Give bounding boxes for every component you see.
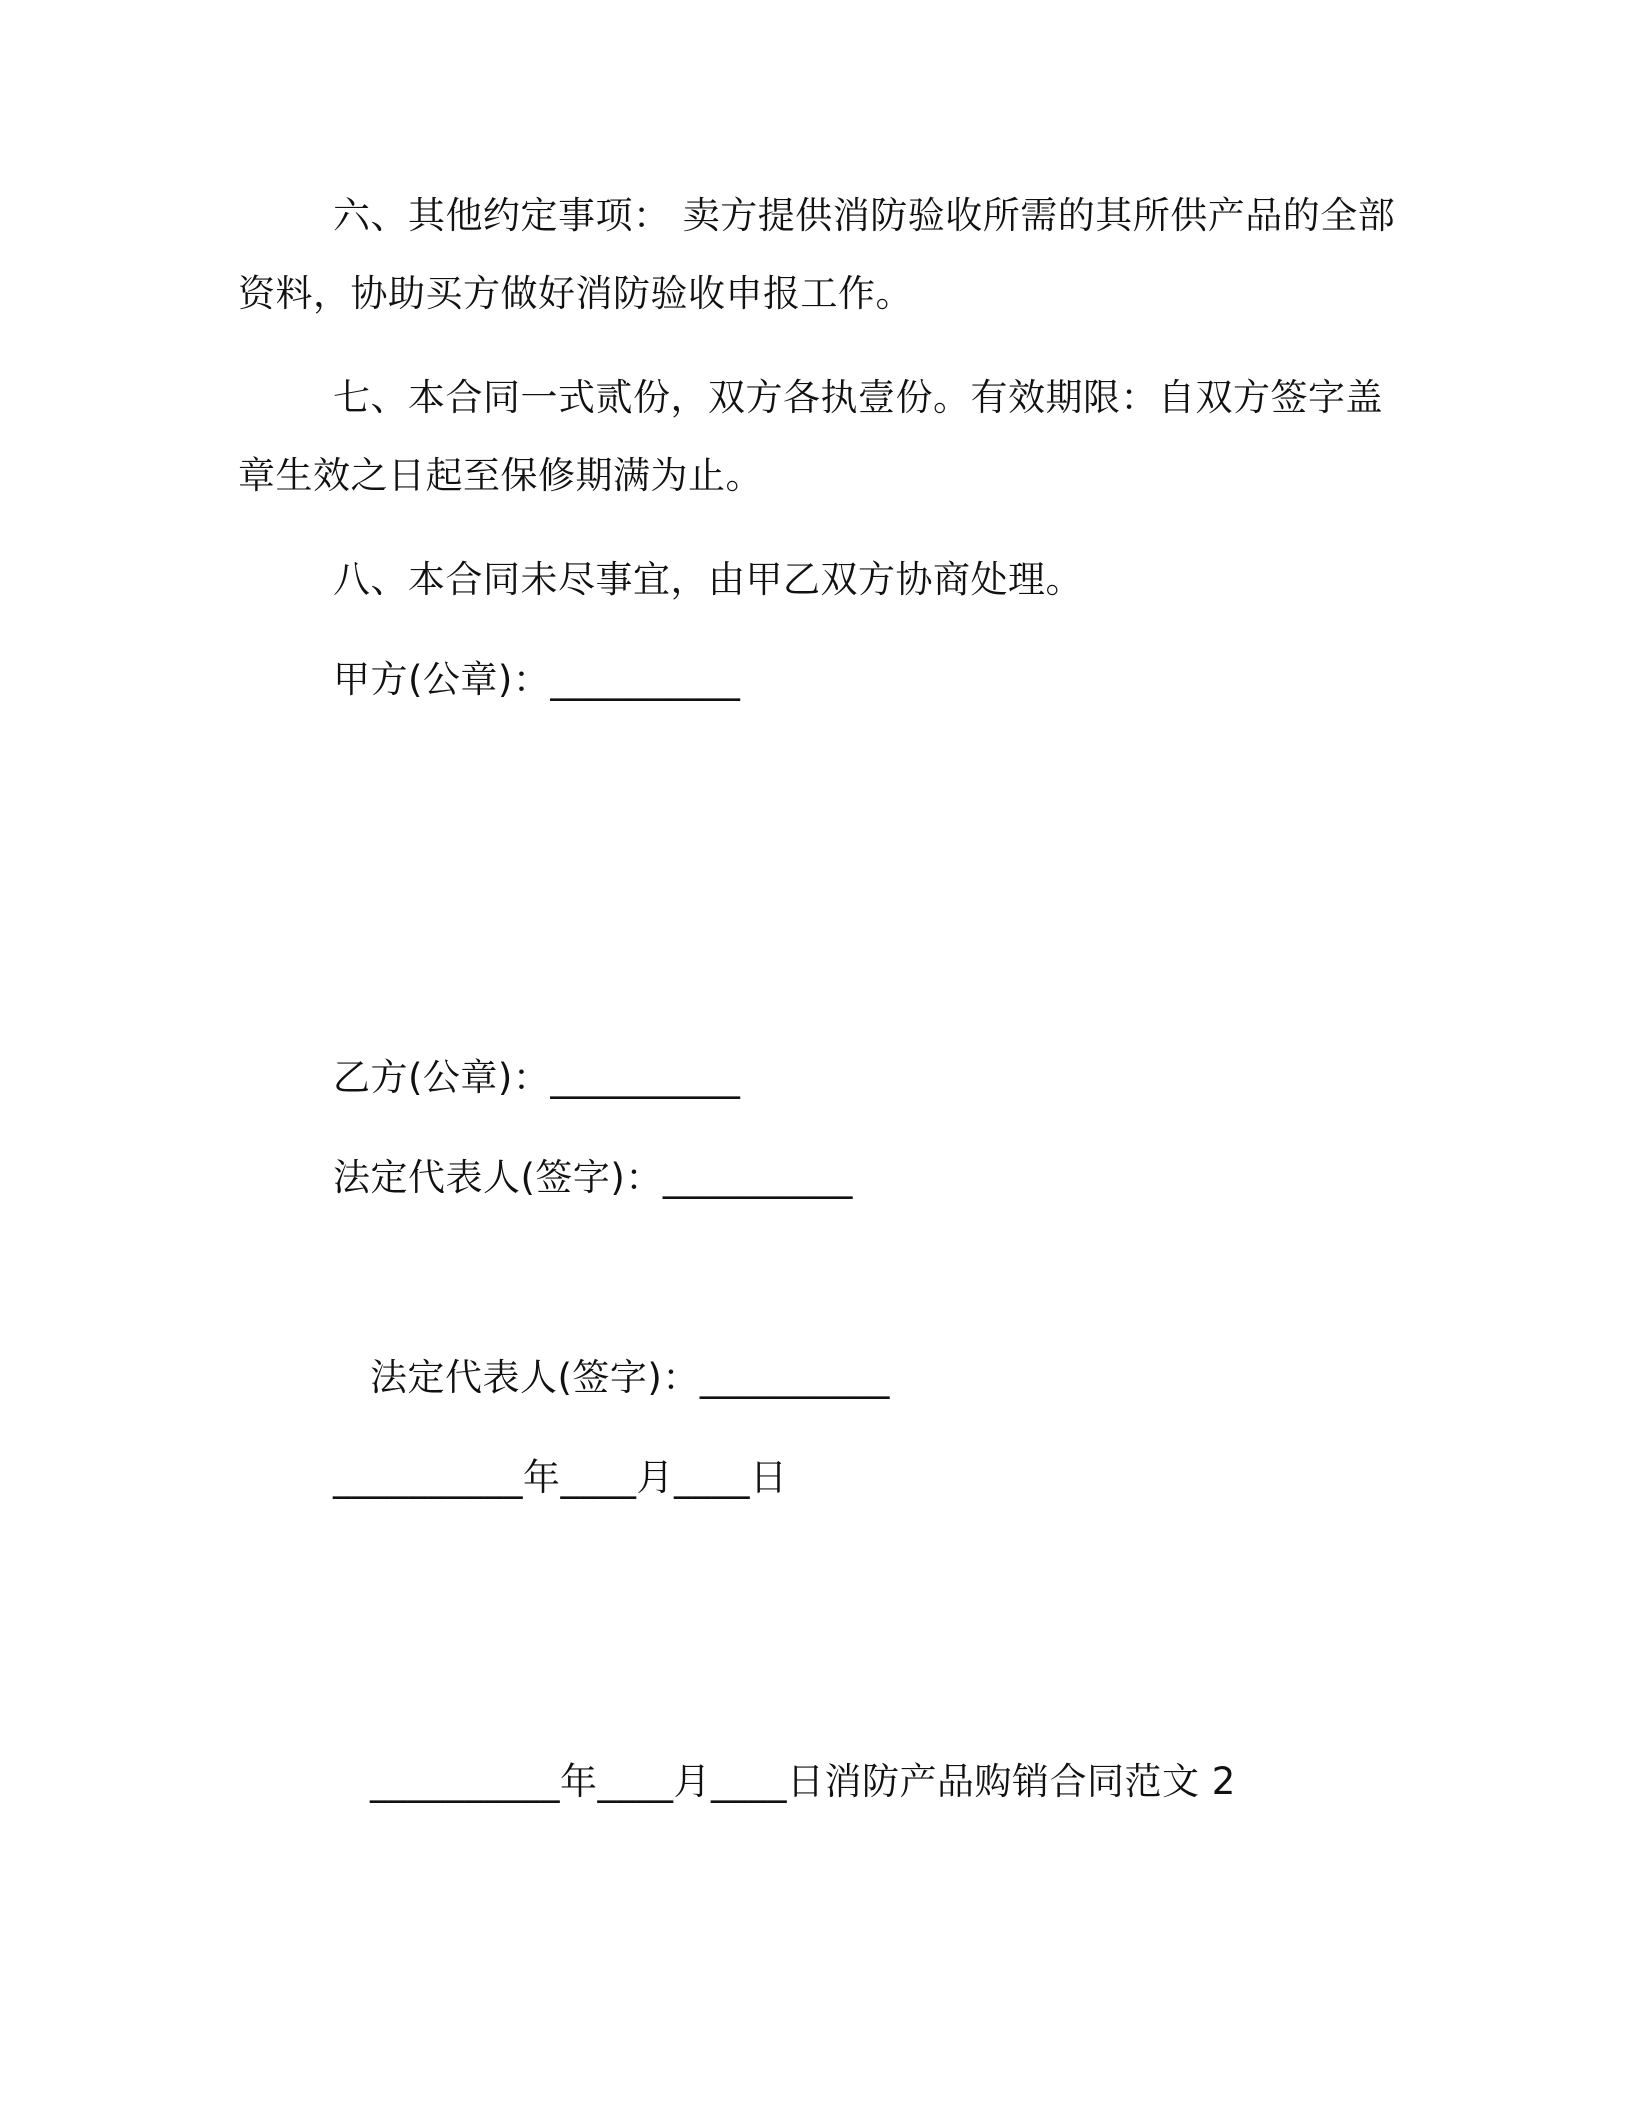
clause-6-line-1: 六、其他约定事项： 卖方提供消防验收所需的其所供产品的全部: [333, 194, 1396, 237]
legal-representative-sign-line-1: 法定代表人(签字)：__________: [333, 1156, 853, 1199]
party-b-seal-line: 乙方(公章)：__________: [333, 1056, 741, 1099]
clause-6-line-2: 资料，协助买方做好消防验收申报工作。: [238, 272, 913, 315]
clause-8: 八、本合同未尽事宜，由甲乙双方协商处理。: [333, 558, 1083, 601]
date-line: __________年____月____日: [333, 1456, 788, 1499]
date-line-and-next-title: __________年____月____日消防产品购销合同范文 2: [370, 1760, 1236, 1803]
party-a-seal-line: 甲方(公章)：__________: [333, 658, 741, 701]
clause-7-line-2: 章生效之日起至保修期满为止。: [238, 454, 763, 497]
clause-7-line-1: 七、本合同一式贰份，双方各执壹份。有效期限：自双方签字盖: [333, 376, 1383, 419]
legal-representative-sign-line-2: 法定代表人(签字)：__________: [370, 1356, 890, 1399]
